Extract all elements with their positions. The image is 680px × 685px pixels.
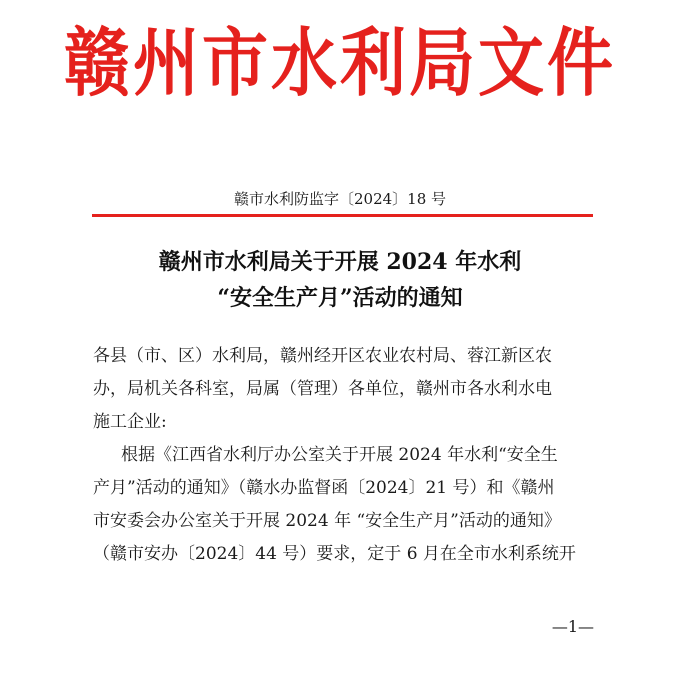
document-number: 赣市水利防监字〔2024〕18 号 <box>233 190 447 208</box>
paragraph-line: （赣市安办〔2024〕44 号）要求，定于 6 月在全市水利系统开 <box>93 544 576 564</box>
title-line-1: 赣州市水利局关于开展 2024 年水利 <box>158 249 522 275</box>
masthead-title: 赣州市水利局文件 <box>64 19 616 107</box>
paragraph-line: 市安委会办公室关于开展 2024 年 “安全生产月”活动的通知》 <box>93 511 561 531</box>
red-separator-line <box>92 214 593 217</box>
document-body <box>93 340 603 571</box>
document-title <box>0 244 680 316</box>
recipients-line: 施工企业: <box>93 412 167 432</box>
paragraph-line: 产月”活动的通知》（赣水办监督函〔2024〕21 号）和《赣州 <box>93 478 555 498</box>
paragraph-line: 根据《江西省水利厅办公室关于开展 2024 年水利“安全生 <box>121 445 558 465</box>
recipients-line: 各县（市、区）水利局，赣州经开区农业农村局、蓉江新区农 <box>93 346 552 366</box>
page-number: —1— <box>551 617 594 636</box>
title-line-2: “安全生产月”活动的通知 <box>217 285 463 311</box>
recipients-line: 办，局机关各科室，局属（管理）各单位，赣州市各水利水电 <box>93 379 552 399</box>
